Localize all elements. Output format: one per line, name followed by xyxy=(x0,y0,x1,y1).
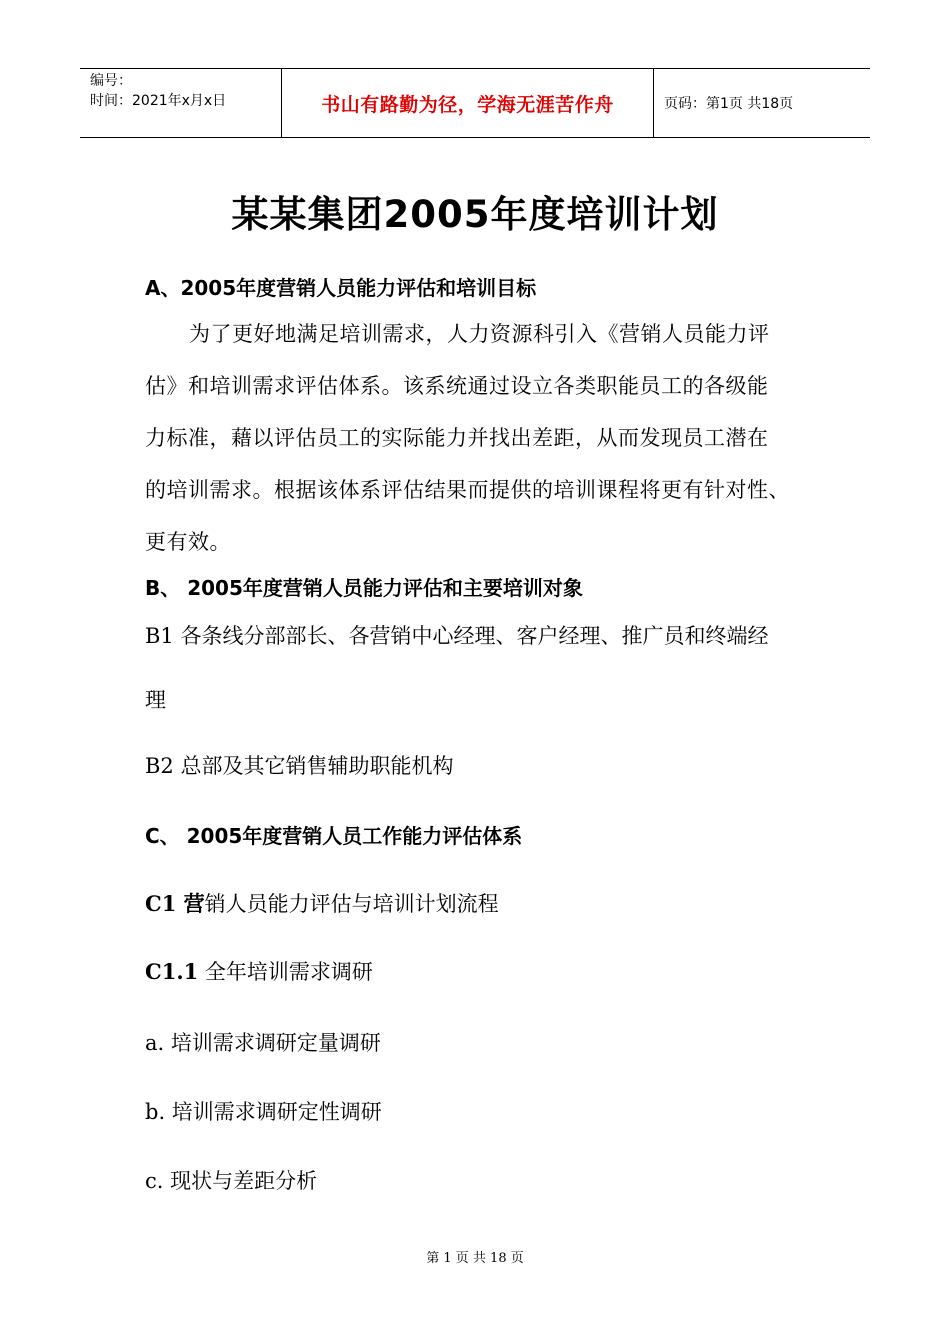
b1-line-1: B1 各条线分部部长、各营销中心经理、客户经理、推广员和终端经 xyxy=(145,624,769,648)
b1-line-2: 理 xyxy=(145,688,166,712)
list-item-b: b. 培训需求调研定性调研 xyxy=(145,1100,382,1124)
page-header xyxy=(80,68,870,138)
paragraph-line: 估》和培训需求评估体系。该系统通过设立各类职能员工的各级能 xyxy=(145,374,769,398)
c11-item xyxy=(145,956,825,986)
number-label: 编号： xyxy=(90,73,132,89)
c11-lead: C1.1 xyxy=(145,959,199,984)
slogan: 书山有路勤为径，学海无涯苦作舟 xyxy=(321,93,614,116)
header-page-info xyxy=(654,69,870,137)
paragraph-line: 力标准，藉以评估员工的实际能力并找出差距，从而发现员工潜在 xyxy=(145,426,769,450)
time-label: 时间：2021年x月x日 xyxy=(90,93,227,109)
c11-text: 全年培训需求调研 xyxy=(198,960,373,984)
paragraph-line: 的培训需求。根据该体系评估结果而提供的培训课程将更有针对性、 xyxy=(145,478,790,502)
section-a-paragraph xyxy=(145,308,825,568)
section-b-heading: B、 2005年度营销人员能力评估和主要培训对象 xyxy=(145,576,583,600)
c1-text: 销人员能力评估与培训计划流程 xyxy=(204,892,499,916)
b2-item: B2 总部及其它销售辅助职能机构 xyxy=(145,754,454,778)
paragraph-line: 为了更好地满足培训需求，人力资源科引入《营销人员能力评 xyxy=(189,322,770,346)
section-a-heading: A、2005年度营销人员能力评估和培训目标 xyxy=(145,276,537,300)
document-title: 某某集团2005年度培训计划 xyxy=(231,193,719,236)
page-footer: 第 1 页 共 18 页 xyxy=(426,1251,524,1266)
header-slogan-cell xyxy=(282,69,654,137)
section-c-heading: C、 2005年度营销人员工作能力评估体系 xyxy=(145,824,523,848)
c1-item xyxy=(145,888,825,918)
page-info: 页码：第1页 共18页 xyxy=(664,96,794,112)
paragraph-line: 更有效。 xyxy=(145,530,231,554)
header-meta xyxy=(80,69,282,137)
c1-lead: C1 营 xyxy=(145,891,205,916)
list-item-a: a. 培训需求调研定量调研 xyxy=(145,1031,381,1055)
list-item-c: c. 现状与差距分析 xyxy=(145,1169,318,1193)
